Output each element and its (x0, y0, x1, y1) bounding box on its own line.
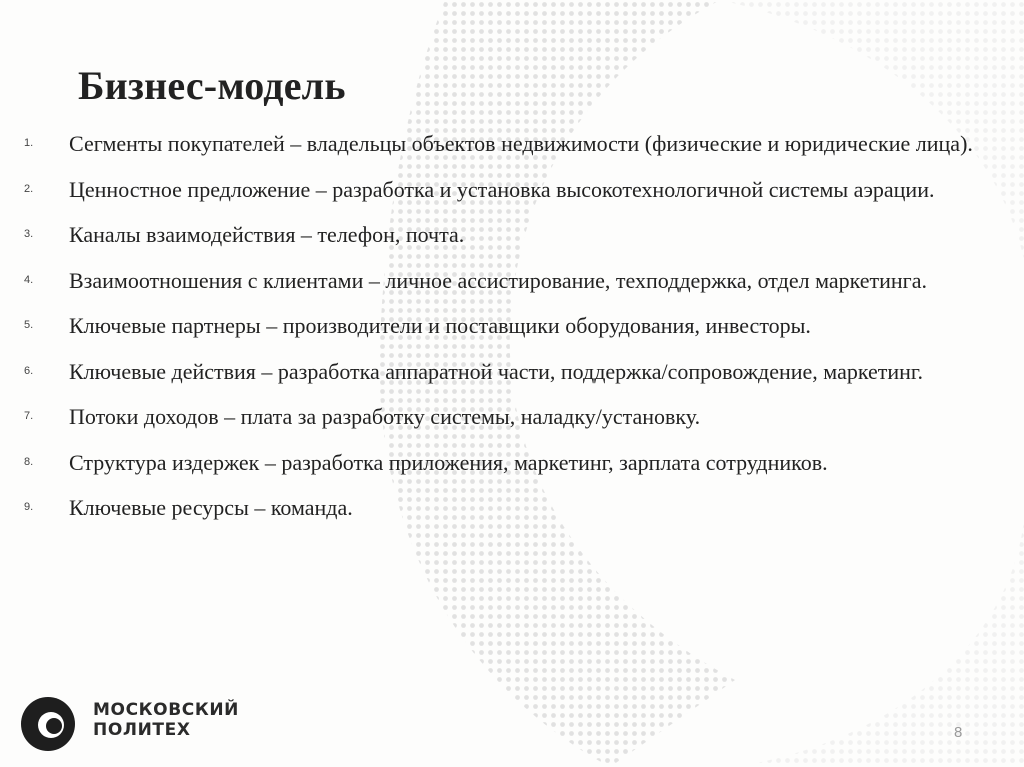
list-item-text: Структура издержек – разработка приложения, маркетинг, зарплата сотрудников. (69, 449, 828, 475)
list-item-text: Ключевые ресурсы – команда. (69, 495, 353, 520)
list-item (24, 310, 996, 342)
brand-line-2: ПОЛИТЕХ (93, 720, 191, 740)
list-item (24, 401, 996, 433)
list-item (24, 265, 996, 297)
list-item-number: 9. (24, 501, 34, 513)
polytech-logo-icon (18, 694, 78, 754)
list-item-number: 3. (24, 228, 34, 240)
slide-title: Бизнес-модель (78, 63, 346, 108)
business-model-list (24, 128, 996, 538)
list-item-number: 1. (24, 137, 34, 149)
list-item-text: Ценностное предложение – разработка и установка высокотехнологичной системы аэрации. (69, 176, 935, 202)
brand-line-1: МОСКОВСКИЙ (93, 700, 239, 720)
list-item (24, 447, 996, 479)
page-number: 8 (954, 724, 963, 741)
list-item-number: 7. (24, 410, 34, 422)
brand-name (93, 700, 239, 740)
list-item (24, 492, 996, 524)
list-item-number: 6. (24, 364, 34, 377)
list-item-text: Каналы взаимодействия – телефон, почта. (69, 222, 465, 247)
list-item-text: Взаимоотношения с клиентами – личное ассистирование, техподдержка, отдел маркетинга. (69, 267, 927, 293)
list-item-number: 8. (24, 455, 34, 468)
list-item (24, 128, 996, 160)
list-item (24, 219, 996, 251)
list-item (24, 174, 996, 206)
list-item-text: Потоки доходов – плата за разработку системы, наладку/установку. (69, 404, 701, 429)
list-item-number: 5. (24, 319, 34, 331)
list-item (24, 356, 996, 388)
list-item-number: 2. (24, 182, 34, 195)
list-item-number: 4. (24, 273, 34, 286)
list-item-text: Ключевые действия – разработка аппаратной части, поддержка/сопровождение, маркетинг. (69, 358, 923, 384)
list-item-text: Ключевые партнеры – производители и поставщики оборудования, инвесторы. (69, 313, 811, 338)
list-item-text: Сегменты покупателей – владельцы объектов недвижимости (физические и юридические лица). (69, 131, 973, 156)
